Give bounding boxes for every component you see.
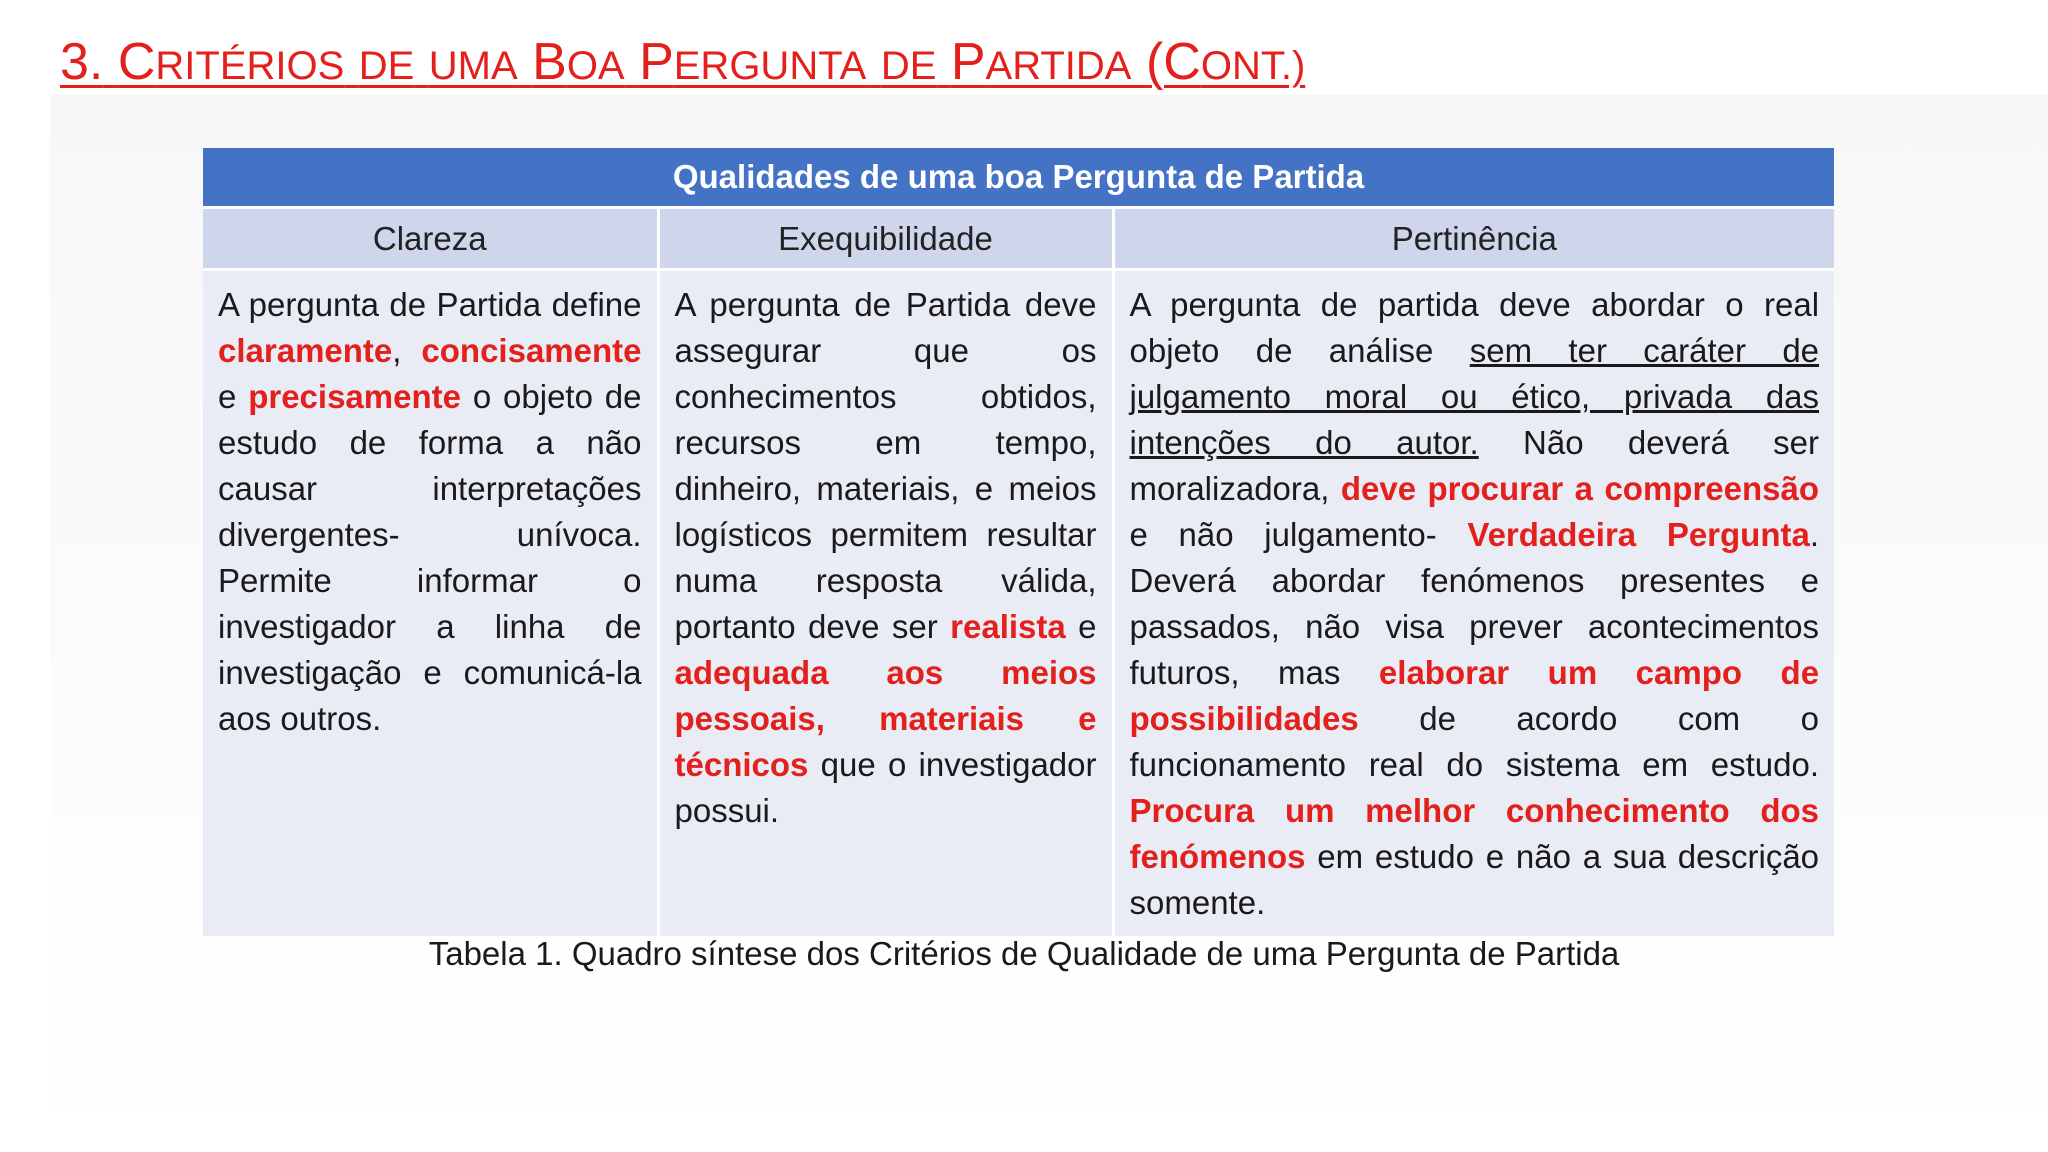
highlighted-text: claramente	[218, 332, 393, 369]
body-text: A pergunta de partida deve abordar o real objeto de análise	[1129, 286, 1820, 369]
body-text: ,	[392, 332, 422, 369]
cell-pertinencia	[1113, 270, 1834, 937]
title-word-rest: UMA	[428, 44, 518, 88]
title-word-rest: ONT.)	[1200, 44, 1306, 88]
highlighted-text: elaborar um campo de possibilidades	[1129, 654, 1820, 737]
title-word-initial: P	[639, 33, 674, 91]
title-word	[881, 33, 937, 91]
title-word	[359, 33, 415, 91]
title-word-rest: DE	[880, 44, 937, 88]
highlighted-text: Verdadeira Pergunta	[1467, 516, 1810, 553]
highlighted-text: deve procurar a compreensão	[1340, 470, 1820, 507]
title-text	[118, 33, 1305, 91]
title-word-initial: (C	[1145, 33, 1201, 91]
title-word	[951, 33, 1132, 91]
cell-exequibilidade	[658, 270, 1113, 937]
body-text: e não julgamento-	[1129, 516, 1468, 553]
title-word	[639, 33, 866, 91]
column-header-exequibilidade: Exequibilidade	[658, 208, 1113, 270]
title-word	[1146, 33, 1305, 91]
title-word-rest: DE	[358, 44, 415, 88]
criteria-table	[203, 148, 1834, 936]
highlighted-text: Procura um melhor conhecimento dos fenómenos	[1129, 792, 1820, 875]
title-word-initial: B	[532, 33, 567, 91]
title-word-rest: ARTIDA	[985, 44, 1132, 88]
body-text: A pergunta de Partida deve assegurar que os conhecimentos obtidos, recursos em tempo, dinheiro, materiais, e meios logísticos permitem resultar numa resposta válida, portanto deve ser	[674, 286, 1097, 645]
column-header-clareza: Clareza	[203, 208, 658, 270]
slide-title	[60, 30, 1305, 98]
table-caption: Tabela 1. Quadro síntese dos Critérios de Qualidade de uma Pergunta de Partida	[428, 935, 1620, 972]
body-text: que o investigador possui.	[674, 746, 1097, 829]
body-text: o objeto de estudo de forma a não causar interpretações divergentes- unívoca. Permite informar o investigador a linha de investigação e comunicá-la aos outros.	[218, 378, 642, 737]
body-text: A pergunta de Partida define	[218, 286, 642, 323]
title-word	[429, 33, 518, 91]
title-word-rest: ERGUNTA	[673, 44, 867, 88]
title-word	[532, 33, 624, 91]
highlighted-text: adequada aos meios pessoais, materiais e técnicos	[674, 654, 1097, 783]
body-text: Não deverá ser moralizadora,	[1129, 424, 1820, 507]
body-text: em estudo e não a sua descrição somente.	[1129, 838, 1820, 921]
body-text: . Deverá abordar fenómenos presentes e passados, não visa prever acontecimentos futuros, mas	[1129, 516, 1820, 691]
title-word-initial: C	[117, 33, 156, 91]
table-header: Qualidades de uma boa Pergunta de Partida	[203, 148, 1834, 208]
underlined-text: sem ter caráter de julgamento moral ou ético, privada das intenções do autor.	[1129, 332, 1820, 461]
title-word-rest: OA	[566, 44, 625, 88]
title-word	[118, 33, 344, 91]
highlighted-text: concisamente	[421, 332, 642, 369]
title-word-rest: RITÉRIOS	[155, 44, 345, 88]
highlighted-text: realista	[950, 608, 1066, 645]
title-word-initial: P	[950, 33, 986, 91]
column-header-pertinencia: Pertinência	[1113, 208, 1834, 270]
cell-clareza	[203, 270, 658, 937]
body-text: e	[1065, 608, 1097, 645]
title-number: 3.	[60, 33, 104, 91]
body-text: de acordo com o funcionamento real do sistema em estudo.	[1129, 700, 1820, 783]
body-text: e	[218, 378, 249, 415]
highlighted-text: precisamente	[248, 378, 461, 415]
